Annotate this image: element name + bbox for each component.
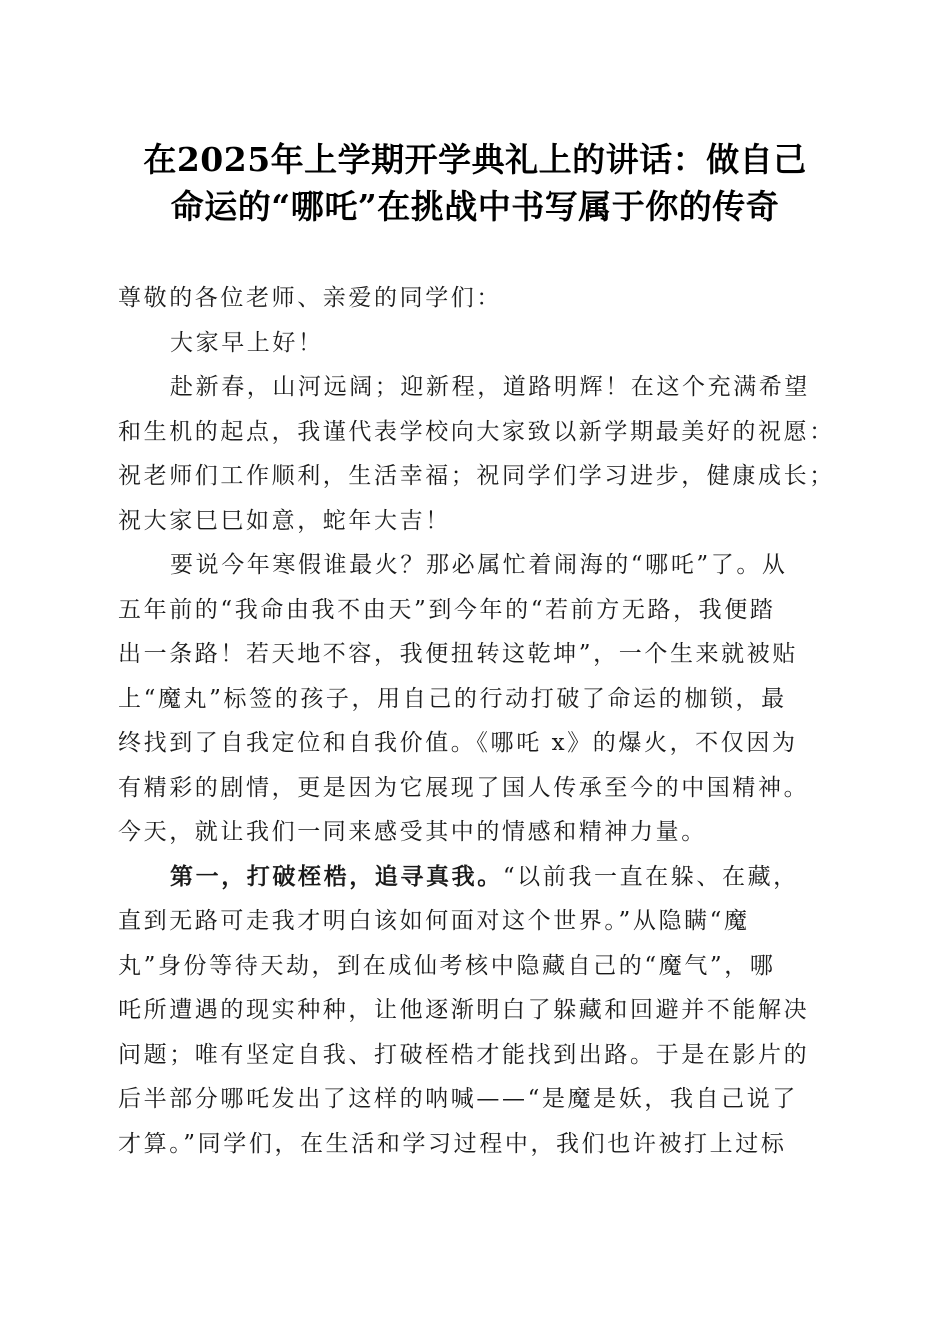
paragraph-line: 出一条路！若天地不容，我便扭转这乾坤”，一个生来就被贴	[118, 641, 798, 667]
document-title	[100, 136, 850, 230]
paragraph-line: 问题；唯有坚定自我、打破桎梏才能找到出路。于是在影片的	[118, 1041, 810, 1068]
paragraph-line: 和生机的起点，我谨代表学校向大家致以新学期最美好的祝愿：	[118, 418, 835, 445]
title-line-1: 在2025年上学期开学典礼上的讲话：做自己	[143, 140, 807, 179]
paragraph-line: 后半部分哪吒发出了这样的呐喊——“是魔是妖，我自己说了	[118, 1086, 798, 1112]
section-one-lead: 第一，打破桎梏，追寻真我。	[170, 862, 503, 890]
paragraph-line: 要说今年寒假谁最火？那必属忙着闹海的“哪吒”了。从	[170, 552, 788, 578]
greeting-line: 大家早上好！	[170, 329, 324, 356]
paragraph-line: 五年前的“我命由我不由天”到今年的“若前方无路，我便踏	[118, 596, 776, 623]
section-one-heading-line	[118, 855, 830, 900]
paragraph-line: 丸”身份等待天劫，到在成仙考核中隐藏自己的“魔气”，哪	[118, 952, 776, 979]
title-line-2: 命运的“哪吒”在挑战中书写属于你的传奇	[170, 187, 780, 226]
paragraph-line: 才算。”同学们，在生活和学习过程中，我们也许被打上过标	[118, 1130, 787, 1157]
paragraph-line: 祝大家巳巳如意，蛇年大吉！	[118, 507, 451, 534]
paragraph-line: 赴新春，山河远阔；迎新程，道路明辉！在这个充满希望	[170, 374, 810, 400]
paragraph-line: 吒所遭遇的现实种种，让他逐渐明白了躲藏和回避并不能解决	[118, 997, 810, 1023]
paragraph-line: 祝老师们工作顺利，生活幸福；祝同学们学习进步，健康成长；	[118, 463, 835, 489]
paragraph-line: 上“魔丸”标签的孩子，用自己的行动打破了命运的枷锁，最	[118, 685, 787, 712]
salutation-line: 尊敬的各位老师、亲爱的同学们：	[118, 285, 502, 311]
speech-body	[118, 276, 835, 1166]
paragraph-line: 有精彩的剧情，更是因为它展现了国人传承至今的中国精神。	[118, 774, 810, 801]
paragraph-line: 今天，就让我们一同来感受其中的情感和精神力量。	[118, 819, 707, 845]
paragraph-line: 直到无路可走我才明白该如何面对这个世界。”从隐瞒“魔	[118, 908, 750, 934]
paragraph-line: 终找到了自我定位和自我价值。《哪吒 x》的爆火，不仅因为	[118, 730, 798, 756]
section-one-rest: “以前我一直在躲、在藏，	[502, 863, 799, 890]
